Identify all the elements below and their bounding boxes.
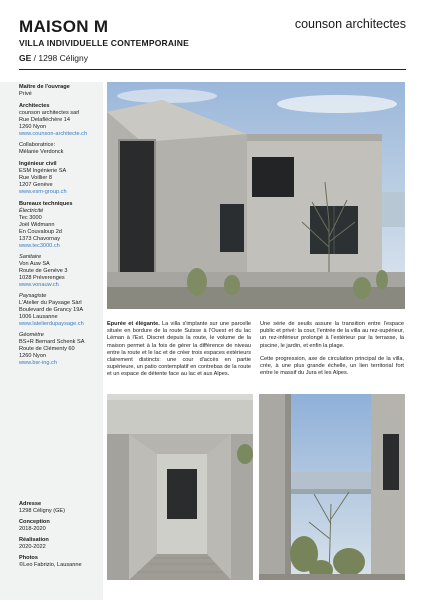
credit-civil-engineer: Ingénieur civil ESM Ingénierie SA Rue Voillier 8 1207 Genève www.esm-group.ch xyxy=(19,161,101,196)
location-text: / 1298 Céligny xyxy=(31,53,88,63)
architects-link[interactable]: www.counson-architecte.ch xyxy=(19,131,88,137)
text-column-right xyxy=(260,321,404,383)
project-subtitle: VILLA INDIVIDUELLE CONTEMPORAINE xyxy=(19,38,189,48)
thresholds-paragraph: Une série de seuils assure la transition entre l'espace public et privé: la cour, l'entrée de la villa au rez-supérieur, un rez-inférieur prolongé à l'extérieur par la terrasse, la piscine, le jardin, et enfin la plage. xyxy=(260,321,404,349)
sanitary-link[interactable]: www.vonauw.ch xyxy=(19,282,59,288)
text-column-left xyxy=(107,321,251,385)
project-title: MAISON M xyxy=(19,17,109,36)
villa-main-photo xyxy=(107,82,405,309)
credits-list xyxy=(19,84,101,372)
civil-engineer-link[interactable]: www.esm-group.ch xyxy=(19,189,67,195)
brand-name: counson architectes xyxy=(294,17,406,31)
header-rule xyxy=(19,69,406,70)
electricity-link[interactable]: www.tec3000.ch xyxy=(19,243,60,249)
progression-paragraph: Cette progression, axe de circulation principal de la villa, crée, à une plus grande échelle, un lien territorial fort entre le massif du Jura et les Alpes. xyxy=(260,355,404,377)
fact-design: Conception 2018-2020 xyxy=(19,519,50,532)
canton-code: GE xyxy=(19,53,32,63)
entrance-photo xyxy=(107,394,253,580)
credit-owner: Maître de l'ouvrage Privé xyxy=(19,84,70,97)
surveyor-link[interactable]: www.bsr-ing.ch xyxy=(19,360,57,366)
credit-architects: Architectes counson architectes sarl Rue Delafléchère 14 1260 Nyon www.counson-architecte.ch Collaboratrice: Mélanie Verdonck xyxy=(19,103,101,156)
villa-facade-illustration xyxy=(107,82,405,309)
project-facts xyxy=(19,501,101,573)
intro-lead: Epurée et élégante. xyxy=(107,321,160,327)
intro-body: La villa s'implante sur une parcelle située en bordure de la route Suisse à l'Ouest et du lac Léman à l'Est. Discret depuis la route, le volume de la maison permet à la fois de gérer la différence de niveau entre la route et le lac et de créer trois espaces extérieurs clairement distincts: une cour d'accès en partie supérieure, un patio contemplatif en contrebas de la route et un espace de détente face au lac et aux Alpes. xyxy=(107,321,251,378)
lake-view-photo xyxy=(259,394,405,580)
credit-tech-offices: Bureaux techniques Électricité Tec 3000 Joël Widmann En Couvaloup 2d 1373 Chavornay www.tec3000.ch Sanitaire Von Auw SA Route de Genève 3 1028 Préverenges www.vonauw.ch Paysagiste L'Atelier du Paysage Sàrl Boulevard de Grancy 19A 1006 Lausanne www.latelierdupaysage.ch Géomètre BS+R Bernard Schenk SA Route de Clémenty 60 1260 Nyon www.bsr-ing.ch xyxy=(19,201,101,367)
entrance-courtyard-illustration xyxy=(107,394,253,580)
fact-address: Adresse 1298 Céligny (GE) xyxy=(19,501,66,514)
intro-paragraph xyxy=(107,321,251,379)
lake-view-illustration xyxy=(259,394,405,580)
project-location xyxy=(19,53,88,63)
fact-realisation: Réalisation 2020-2022 xyxy=(19,537,49,550)
landscape-link[interactable]: www.latelierdupaysage.ch xyxy=(19,321,84,327)
fact-photos: Photos ©Leo Fabrizio, Lausanne xyxy=(19,555,82,568)
